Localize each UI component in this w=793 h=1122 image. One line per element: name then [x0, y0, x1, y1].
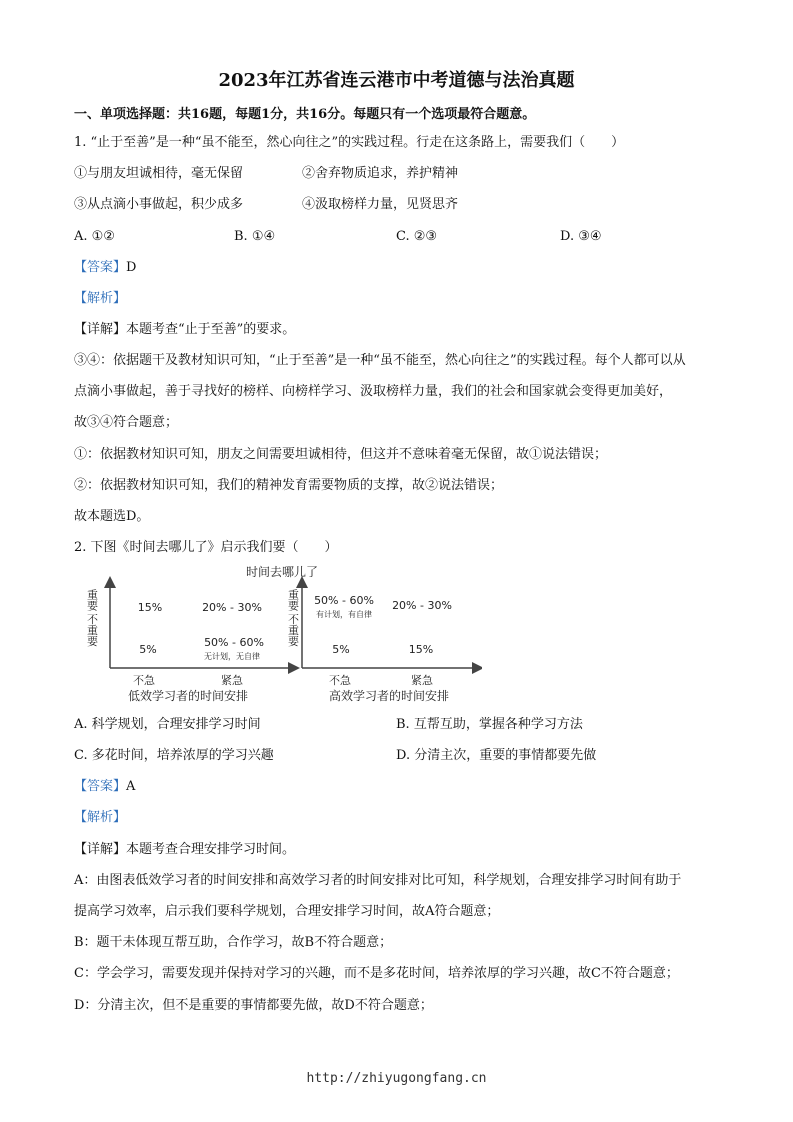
q1-item-1: ①与朋友坦诚相待，毫无保留: [74, 166, 244, 181]
answer-value: D: [126, 260, 137, 275]
right-x-left-label: 不急: [329, 674, 351, 687]
q2-stem: 2. 下图《时间去哪儿了》启示我们要（ ）: [74, 540, 338, 555]
q2-answer: [74, 779, 135, 795]
q2-option-a: A. 科学规划，合理安排学习时间: [74, 717, 261, 732]
left-cell-unimportant-urgent: 50% - 60%: [204, 636, 264, 649]
right-cell-important-urgent: 20% - 30%: [392, 599, 452, 612]
answer-tag: 【答案】: [74, 260, 127, 275]
left-cell-important-notUrgent: 15%: [137, 601, 163, 614]
left-note: 无计划，无自律: [204, 652, 260, 661]
q2-line-1: A：由图表低效学习者的时间安排和高效学习者的时间安排对比可知，科学规划，合理安排学习时间有助于: [74, 873, 682, 888]
page-title: 2023年江苏省连云港市中考道德与法治真题: [218, 70, 575, 91]
left-y-top-label: 重要: [85, 589, 99, 611]
right-caption: 高效学习者的时间安排: [328, 689, 450, 703]
q2-option-d: D. 分清主次，重要的事情都要先做: [396, 748, 597, 763]
detail-text: 本题考查合理安排学习时间。: [126, 842, 296, 857]
right-cell-important-notUrgent: 50% - 60%: [314, 594, 374, 607]
q2-option-b: B. 互帮互助，掌握各种学习方法: [396, 717, 583, 732]
left-cell-unimportant-notUrgent: 5%: [139, 643, 157, 656]
section-heading: 一、单项选择题：共16题，每题1分，共16分。每题只有一个选项最符合题意。: [74, 107, 536, 122]
detail-text: 本题考查“止于至善”的要求。: [126, 322, 296, 337]
right-cell-unimportant-notUrgent: 5%: [332, 643, 350, 656]
left-x-right-label: 紧急: [221, 674, 243, 687]
left-cell-important-urgent: 20% - 30%: [202, 601, 262, 614]
q1-line-2: 点滴小事做起，善于寻找好的榜样、向榜样学习、汲取榜样力量，我们的社会和国家就会变得更加美好，: [74, 384, 673, 399]
q2-detail: [74, 842, 295, 858]
q1-detail: [74, 322, 295, 338]
detail-tag: 【详解】: [74, 842, 127, 857]
q1-line-5: ②：依据教材知识可知，我们的精神发育需要物质的支撑，故②说法错误；: [74, 478, 504, 493]
q1-item-2: ②舍弃物质追求，养护精神: [302, 166, 459, 181]
q2-line-3: B：题干未体现互帮互助，合作学习，故B不符合题意；: [74, 935, 393, 950]
answer-value: A: [126, 779, 136, 794]
right-cell-unimportant-urgent: 15%: [408, 643, 434, 656]
q1-stem: 1. “止于至善”是一种“虽不能至，然心向往之”的实践过程。行走在这条路上，需要我们（ ）: [74, 135, 625, 150]
right-y-bottom-label: 不重要: [286, 613, 300, 647]
q1-option-d: D. ③④: [560, 229, 602, 244]
detail-tag: 【详解】: [74, 322, 127, 337]
q2-line-2: 提高学习效率，启示我们要科学规划，合理安排学习时间，故A符合题意；: [74, 904, 500, 919]
footer-url[interactable]: http://zhiyugongfang.cn: [306, 1071, 487, 1086]
q1-item-4: ④汲取榜样力量，见贤思齐: [302, 197, 459, 212]
q1-line-6: 故本题选D。: [74, 509, 150, 524]
q1-option-a: A. ①②: [74, 229, 115, 244]
q1-item-3: ③从点滴小事做起，积少成多: [74, 197, 244, 212]
left-caption: 低效学习者的时间安排: [127, 689, 249, 703]
q2-analysis-tag: 【解析】: [74, 810, 127, 825]
q1-line-3: 故③④符合题意；: [74, 415, 179, 430]
q1-option-b: B. ①④: [234, 229, 276, 244]
q1-line-1: ③④：依据题干及教材知识可知，“止于至善”是一种“虽不能至，然心向往之”的实践过程。每个人都可以从: [74, 353, 686, 368]
right-x-right-label: 紧急: [411, 674, 433, 687]
right-note: 有计划，有自律: [316, 610, 372, 619]
q2-option-c: C. 多花时间，培养浓厚的学习兴趣: [74, 748, 274, 763]
q2-line-5: D：分清主次，但不是重要的事情都要先做，故D不符合题意；: [74, 998, 433, 1013]
q2-line-4: C：学会学习，需要发现并保持对学习的兴趣，而不是多花时间，培养浓厚的学习兴趣，故C不符合题意；: [74, 966, 679, 981]
left-x-left-label: 不急: [133, 674, 155, 687]
q1-line-4: ①：依据教材知识可知，朋友之间需要坦诚相待，但这并不意味着毫无保留，故①说法错误；: [74, 447, 608, 462]
q1-option-c: C. ②③: [396, 229, 438, 244]
q1-analysis-tag: 【解析】: [74, 291, 127, 306]
answer-tag: 【答案】: [74, 779, 127, 794]
figure-title: 时间去哪儿了: [245, 565, 319, 579]
left-y-bottom-label: 不重要: [85, 613, 99, 647]
right-y-top-label: 重要: [286, 589, 300, 611]
q1-answer: [74, 260, 136, 276]
time-distribution-figure: [82, 562, 482, 708]
